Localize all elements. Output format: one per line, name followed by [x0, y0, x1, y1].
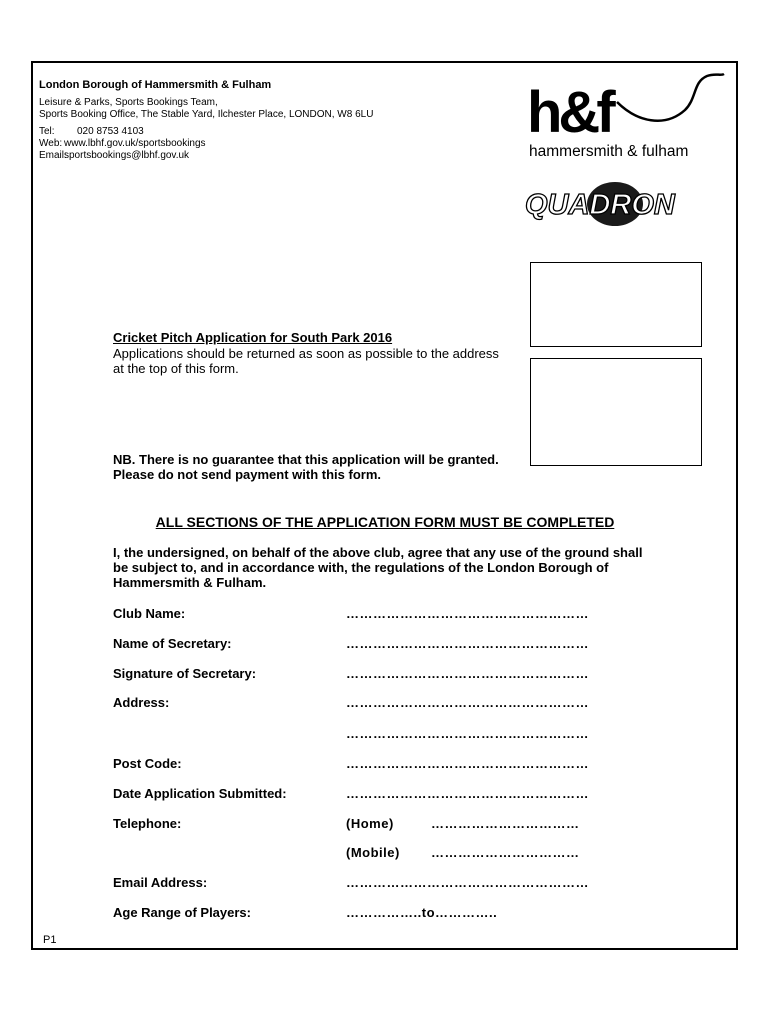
tel-mobile-field[interactable]: …………………………… — [431, 845, 580, 860]
contact-web — [39, 138, 206, 150]
contact-tel — [39, 126, 206, 138]
age-to-label: to — [421, 905, 436, 920]
department-line-1: Leisure & Parks, Sports Bookings Team, — [39, 97, 218, 108]
contact-value: www.lbhf.gov.uk/sportsbookings — [64, 138, 206, 149]
application-title: Cricket Pitch Application for South Park 2016 — [113, 330, 393, 345]
age-range-field[interactable] — [346, 905, 497, 920]
hf-swoosh-icon — [617, 74, 724, 121]
date-submitted-field[interactable]: ……………………………………………… — [346, 786, 589, 801]
contact-details — [39, 126, 206, 162]
form-heading: ALL SECTIONS OF THE APPLICATION FORM MUST BE COMPLETED — [155, 514, 615, 530]
hf-logo — [525, 70, 725, 165]
post-code-label: Post Code: — [113, 756, 182, 771]
age-to-field[interactable]: ………….. — [435, 905, 498, 920]
email-label: Email Address: — [113, 875, 208, 890]
hf-logo-graphic — [525, 70, 725, 165]
nb-line-2: Please do not send payment with this form. — [113, 467, 381, 482]
contact-value: sportsbookings@lbhf.gov.uk — [64, 150, 190, 161]
address-field-line-1[interactable]: ……………………………………………… — [346, 695, 589, 710]
tel-mobile-label: (Mobile) — [346, 845, 400, 860]
age-from-field[interactable]: …………….. — [346, 905, 422, 920]
post-code-field[interactable]: ……………………………………………… — [346, 756, 589, 771]
club-name-field[interactable]: ……………………………………………… — [346, 606, 589, 621]
contact-label: Email: — [39, 150, 67, 161]
telephone-label: Telephone: — [113, 816, 182, 831]
secretary-signature-field[interactable]: ……………………………………………… — [346, 666, 589, 681]
declaration-text: I, the undersigned, on behalf of the above club, agree that any use of the ground shall be subject to, and in accordance with, the regulations of the London Borough of Hammersmith & Fulham. — [113, 545, 643, 590]
club-name-label: Club Name: — [113, 606, 186, 621]
email-field[interactable]: ……………………………………………… — [346, 875, 589, 890]
department-line-2: Sports Booking Office, The Stable Yard, Ilchester Place, LONDON, W8 6LU — [39, 109, 374, 120]
office-use-box-1 — [530, 262, 702, 347]
page-number: P1 — [43, 934, 57, 946]
quadron-wordmark: QUADRON — [525, 189, 675, 221]
contact-email — [39, 150, 206, 162]
tel-home-label: (Home) — [346, 816, 394, 831]
quadron-logo-graphic — [523, 178, 708, 230]
secretary-signature-label: Signature of Secretary: — [113, 666, 257, 681]
nb-notice — [113, 452, 499, 482]
contact-value: 020 8753 4103 — [77, 126, 144, 137]
organisation-name: London Borough of Hammersmith & Fulham — [39, 79, 272, 91]
application-note: Applications should be returned as soon as possible to the address at the top of this form. — [113, 346, 499, 376]
hf-logo-mark: h&f — [527, 80, 612, 145]
office-use-box-2 — [530, 358, 702, 466]
address-field-line-2[interactable]: ……………………………………………… — [346, 726, 589, 741]
age-range-label: Age Range of Players: — [113, 905, 251, 920]
hf-logo-text: hammersmith & fulham — [529, 143, 689, 160]
tel-home-field[interactable]: …………………………… — [431, 816, 580, 831]
contact-label: Tel: — [39, 126, 55, 137]
nb-line-1: NB. There is no guarantee that this application will be granted. — [113, 452, 499, 467]
address-label: Address: — [113, 695, 170, 710]
secretary-name-label: Name of Secretary: — [113, 636, 232, 651]
contact-label: Web: — [39, 138, 63, 149]
date-submitted-label: Date Application Submitted: — [113, 786, 287, 801]
quadron-logo — [523, 178, 708, 230]
secretary-name-field[interactable]: ……………………………………………… — [346, 636, 589, 651]
